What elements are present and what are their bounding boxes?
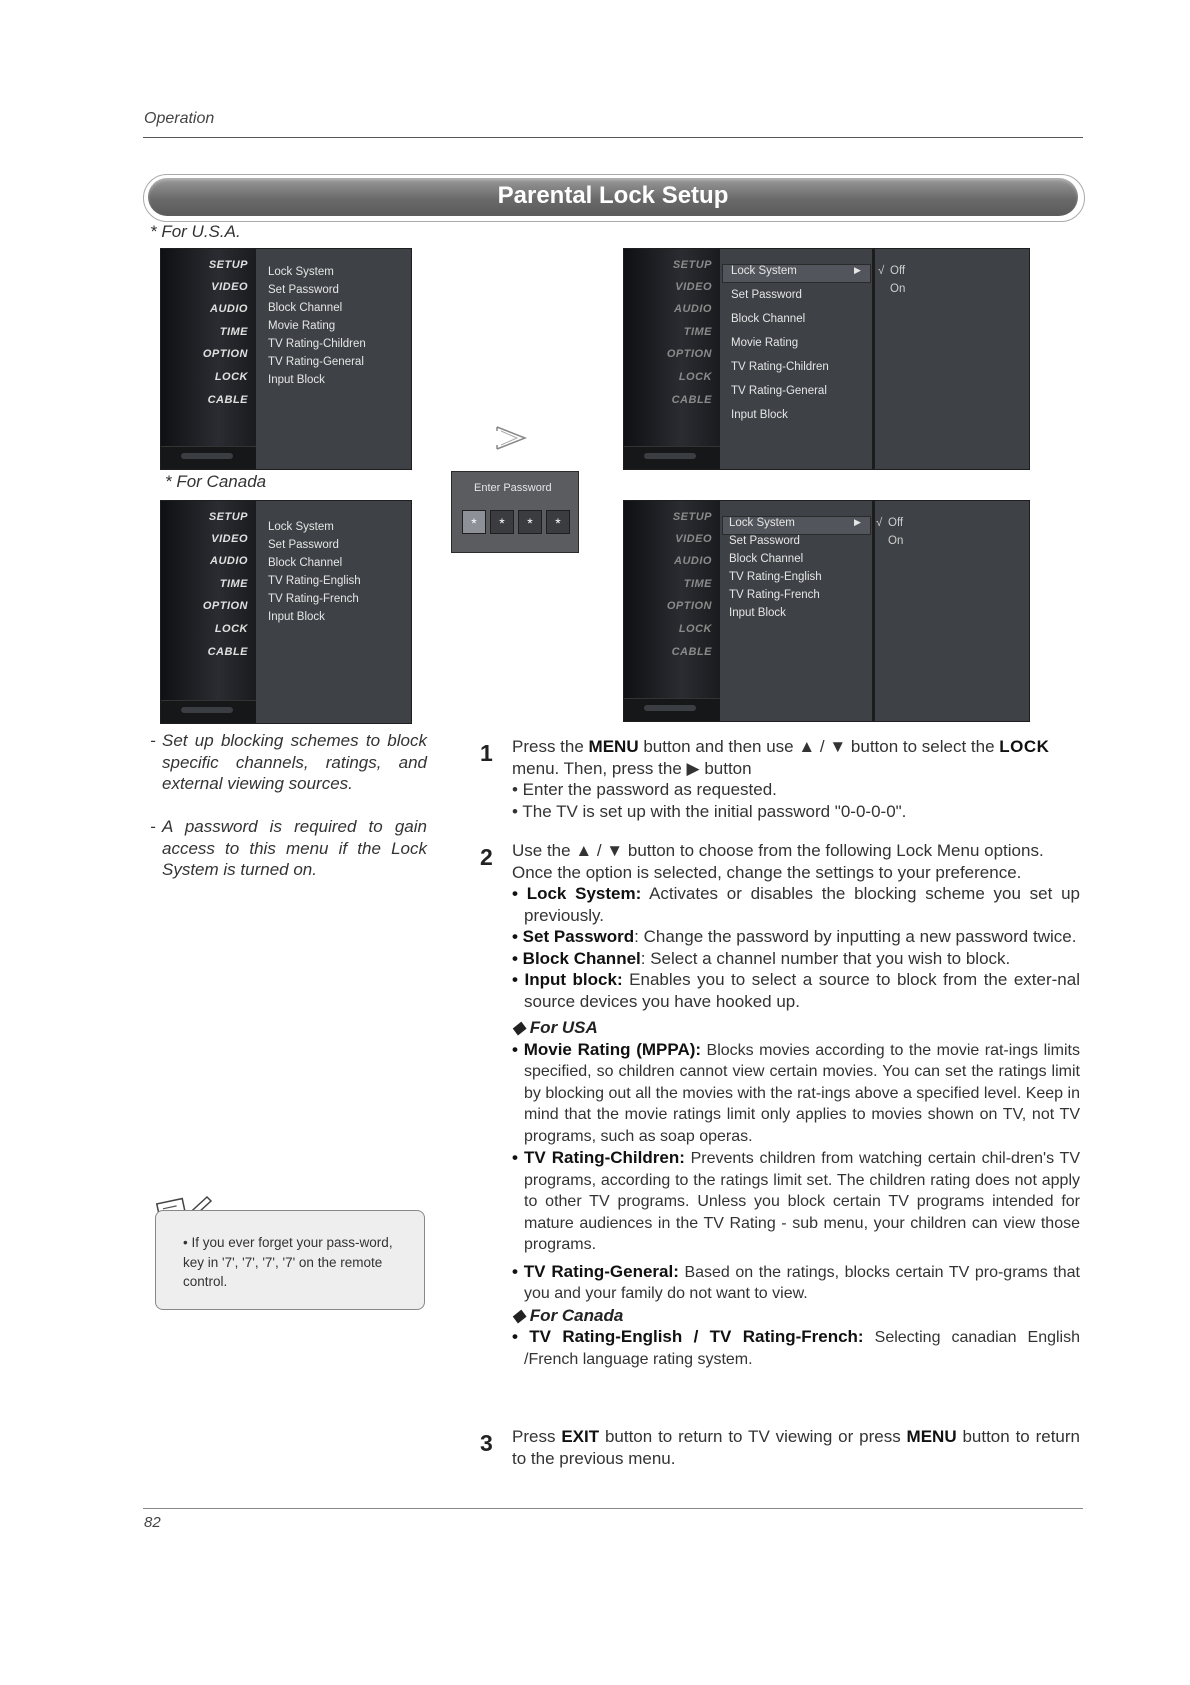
usa-menu-screen bbox=[160, 248, 412, 470]
submenu-on[interactable]: On bbox=[890, 283, 906, 295]
opt-tv-rating-general[interactable]: TV Rating-General bbox=[731, 385, 827, 397]
submenu-off[interactable]: Off bbox=[888, 517, 904, 529]
side-item-option: OPTION bbox=[202, 600, 248, 612]
submenu-on[interactable]: On bbox=[888, 535, 904, 547]
step-number-1: 1 bbox=[480, 740, 493, 766]
opt-tv-rating-english: TV Rating-English bbox=[268, 575, 361, 587]
opt-tv-rating-children: TV Rating-Children bbox=[268, 338, 366, 350]
menu-divider bbox=[872, 501, 875, 721]
opt-input-block: Input Block bbox=[268, 611, 325, 623]
side-item-video: VIDEO bbox=[675, 281, 712, 293]
opt-set-password: Set Password bbox=[268, 284, 339, 296]
opt-lock-system[interactable]: Lock System bbox=[729, 517, 795, 529]
opt-lock-system[interactable]: Lock System bbox=[731, 265, 797, 277]
side-item-setup: SETUP bbox=[672, 259, 712, 271]
side-item-cable: CABLE bbox=[671, 394, 712, 406]
step-number-3: 3 bbox=[480, 1430, 493, 1456]
password-digit-3[interactable]: * bbox=[518, 510, 542, 534]
check-icon: √ bbox=[878, 265, 885, 277]
side-item-time: TIME bbox=[219, 326, 248, 338]
step-2: Use the ▲ / ▼ button to choose from the following Lock Menu options. Once the option is selected, change the settings to your preference. • Lock System: Activates or disables the blocking scheme you set up previously. • Set Password: Change the password by inputting a new password twice. • Block Channel: Select a channel number that you wish to block. • Input block: Enables you to select a source to block from the exter-nal source devices you have hooked up. ◆ For USA • Movie Rating (MPPA): Blocks movies according to the movie rat-ings limits specified, so children cannot view certain movies. You can set the ratings limit by blocking out all the movies with the rat-ings above a specified level. Keep in mind that the movie ratings limit only applies to movies shown on TV, not TV programs, such as soap operas. • TV Rating-Children: Prevents children from watching certain chil-dren's TV programs, according to the ratings limit set. The children rating does not apply to other TV programs. Unless you block certain TV programs intended for mature audiences in the TV Rating - sub menu, your children can view those programs. • TV Rating-General: Based on the ratings, blocks certain TV pro-grams that you and your family do not want to view. ◆ For Canada • TV Rating-English / TV Rating-French: Selecting canadian English /French language rating system. bbox=[512, 841, 1081, 1368]
canada-lock-menu-screen bbox=[623, 500, 1030, 722]
for-usa-label: ◆ For USA bbox=[512, 1018, 598, 1037]
step-1-bullet: • The TV is set up with the initial password "0-0-0-0". bbox=[512, 801, 907, 821]
opt-tv-rating-french: TV Rating-French bbox=[268, 593, 359, 605]
password-dialog bbox=[451, 471, 579, 553]
menu-footer-bar bbox=[161, 700, 256, 723]
side-item-setup: SETUP bbox=[208, 511, 248, 523]
opt-lock-system: Lock System bbox=[268, 266, 334, 278]
side-item-audio: AUDIO bbox=[210, 555, 248, 567]
opt-tv-rating-english[interactable]: TV Rating-English bbox=[729, 571, 822, 583]
password-dialog-title: Enter Password bbox=[474, 482, 552, 494]
side-item-option: OPTION bbox=[202, 348, 248, 360]
side-menu bbox=[161, 249, 256, 469]
side-menu bbox=[161, 501, 256, 723]
section-label: Operation bbox=[144, 110, 215, 127]
opt-input-block[interactable]: Input Block bbox=[731, 409, 788, 421]
caption-usa: * For U.S.A. bbox=[150, 222, 241, 241]
side-item-audio: AUDIO bbox=[674, 555, 712, 567]
side-item-option: OPTION bbox=[666, 600, 712, 612]
page-number: 82 bbox=[144, 1514, 161, 1531]
note-password: - A password is required to gain access to this menu if the Lock System is turned on. bbox=[150, 817, 427, 879]
opt-input-block: Input Block bbox=[268, 374, 325, 386]
up-down-arrows-icon: ▲ / ▼ bbox=[575, 841, 624, 860]
menu-footer-bar bbox=[624, 698, 720, 721]
menu-divider bbox=[872, 249, 875, 469]
submenu-arrow-icon: ▶ bbox=[854, 265, 861, 275]
step-number-2: 2 bbox=[480, 844, 493, 870]
step-1: Press the MENU button and then use ▲ / ▼ button to select the LOCK menu. Then, press the ▶ button • Enter the password as requested. • The TV is set up with the initial password "0-0-0-0". bbox=[512, 736, 1080, 822]
side-item-lock: LOCK bbox=[214, 371, 248, 383]
side-item-time: TIME bbox=[219, 578, 248, 590]
side-item-time: TIME bbox=[683, 326, 712, 338]
opt-set-password: Set Password bbox=[268, 539, 339, 551]
opt-set-password[interactable]: Set Password bbox=[729, 535, 800, 547]
next-step-arrow-icon bbox=[495, 425, 529, 451]
side-item-lock: LOCK bbox=[678, 623, 712, 635]
side-item-audio: AUDIO bbox=[210, 303, 248, 315]
opt-tv-rating-french[interactable]: TV Rating-French bbox=[729, 589, 820, 601]
side-item-time: TIME bbox=[683, 578, 712, 590]
opt-tv-rating-general: TV Rating-General bbox=[268, 356, 364, 368]
side-item-setup: SETUP bbox=[672, 511, 712, 523]
opt-input-block[interactable]: Input Block bbox=[729, 607, 786, 619]
password-digit-4[interactable]: * bbox=[546, 510, 570, 534]
up-down-arrows-icon: ▲ / ▼ bbox=[798, 737, 847, 756]
side-item-cable: CABLE bbox=[207, 394, 248, 406]
side-item-lock: LOCK bbox=[678, 371, 712, 383]
footer-rule bbox=[143, 1508, 1083, 1509]
page-title: Parental Lock Setup bbox=[497, 182, 729, 209]
opt-tv-rating-children[interactable]: TV Rating-Children bbox=[731, 361, 829, 373]
opt-block-channel[interactable]: Block Channel bbox=[731, 313, 806, 325]
opt-set-password[interactable]: Set Password bbox=[731, 289, 802, 301]
for-canada-label: ◆ For Canada bbox=[512, 1305, 624, 1325]
password-digit-1[interactable]: * bbox=[462, 510, 486, 534]
side-item-audio: AUDIO bbox=[674, 303, 712, 315]
tip-text: • If you ever forget your pass-word, key in '7', '7', '7', '7' on the remote control. bbox=[183, 1235, 393, 1289]
side-item-lock: LOCK bbox=[214, 623, 248, 635]
side-item-video: VIDEO bbox=[211, 533, 248, 545]
side-item-setup: SETUP bbox=[208, 259, 248, 271]
password-digit-2[interactable]: * bbox=[490, 510, 514, 534]
menu-footer-bar bbox=[624, 446, 720, 469]
opt-block-channel: Block Channel bbox=[268, 557, 343, 569]
side-item-video: VIDEO bbox=[675, 533, 712, 545]
menu-footer-bar bbox=[161, 446, 256, 469]
header-rule bbox=[143, 137, 1083, 138]
submenu-off[interactable]: Off bbox=[890, 265, 906, 277]
right-arrow-icon: ▶ bbox=[686, 758, 700, 778]
side-item-video: VIDEO bbox=[211, 281, 248, 293]
step-1-bullet: • Enter the password as requested. bbox=[512, 780, 777, 799]
caption-canada: * For Canada bbox=[165, 472, 267, 491]
side-item-cable: CABLE bbox=[671, 646, 712, 658]
side-menu bbox=[624, 249, 720, 469]
opt-movie-rating[interactable]: Movie Rating bbox=[731, 337, 799, 349]
opt-block-channel: Block Channel bbox=[268, 302, 343, 314]
opt-movie-rating: Movie Rating bbox=[268, 320, 336, 332]
submenu-arrow-icon: ▶ bbox=[854, 517, 861, 527]
opt-lock-system: Lock System bbox=[268, 521, 334, 533]
step-3: Press EXIT button to return to TV viewing or press MENU button to return to the previous menu. bbox=[512, 1427, 1080, 1468]
side-item-cable: CABLE bbox=[207, 646, 248, 658]
check-icon: √ bbox=[876, 517, 883, 529]
canada-menu-screen bbox=[160, 500, 412, 724]
opt-block-channel[interactable]: Block Channel bbox=[729, 553, 804, 565]
note-blocking: - Set up blocking schemes to block specific channels, ratings, and external viewing sources. bbox=[150, 731, 427, 793]
usa-lock-menu-screen bbox=[623, 248, 1030, 470]
side-menu bbox=[624, 501, 720, 721]
side-item-option: OPTION bbox=[666, 348, 712, 360]
